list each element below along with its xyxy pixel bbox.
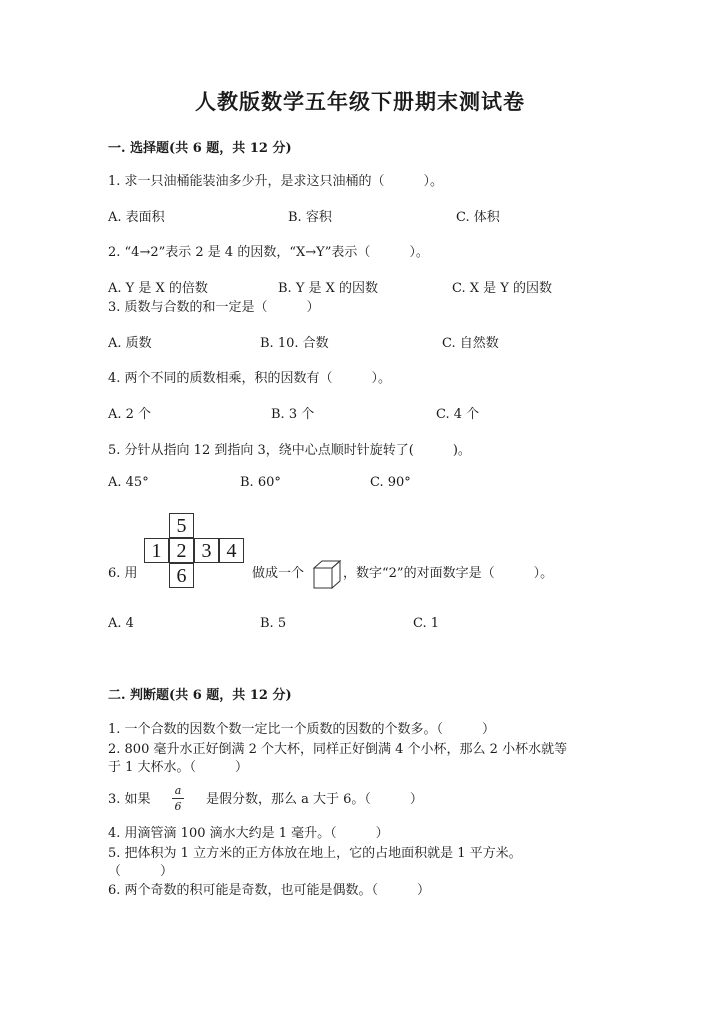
q1-option-b: B. 容积 bbox=[288, 210, 332, 225]
section-2-heading: 二. 判断题(共 6 题，共 12 分) bbox=[108, 688, 292, 703]
q3-option-c: C. 自然数 bbox=[442, 336, 499, 351]
page-title: 人教版数学五年级下册期末测试卷 bbox=[195, 89, 525, 114]
net-cell-1: 1 bbox=[144, 538, 169, 563]
question-6-middle: 做成一个 bbox=[252, 566, 305, 581]
fraction-numerator: a bbox=[174, 784, 182, 797]
question-4: 4. 两个不同的质数相乘，积的因数有（ ）。 bbox=[108, 371, 392, 386]
q5-option-c: C. 90° bbox=[370, 475, 411, 490]
cube-icon bbox=[312, 558, 342, 590]
question-2: 2. “4→2”表示 2 是 4 的因数，“X→Y”表示（ ）。 bbox=[108, 245, 429, 260]
fraction-denominator: 6 bbox=[174, 800, 182, 813]
q6-option-b: B. 5 bbox=[260, 616, 287, 631]
judgement-1: 1. 一个合数的因数个数一定比一个质数的因数的个数多。（ ） bbox=[108, 722, 496, 737]
judgement-5-line-1: 5. 把体积为 1 立方米的正方体放在地上，它的占地面积就是 1 平方米。 bbox=[108, 846, 522, 861]
net-cell-top: 5 bbox=[169, 513, 194, 538]
question-6-suffix: ，数字“2”的对面数字是（ ）。 bbox=[343, 566, 554, 581]
judgement-5-line-2: （ ） bbox=[108, 864, 174, 879]
q5-option-a: A. 45° bbox=[108, 475, 149, 490]
judgement-4: 4. 用滴管滴 100 滴水大约是 1 毫升。（ ） bbox=[108, 826, 389, 841]
question-1: 1. 求一只油桶能装油多少升，是求这只油桶的（ ）。 bbox=[108, 174, 444, 189]
judgement-2-line-1: 2. 800 毫升水正好倒满 2 个大杯，同样正好倒满 4 个小杯，那么 2 小杯水就等 bbox=[108, 742, 568, 757]
q6-option-c: C. 1 bbox=[413, 616, 440, 631]
q4-option-a: A. 2 个 bbox=[108, 407, 152, 422]
judgement-2-line-2: 于 1 大杯水。（ ） bbox=[108, 760, 249, 775]
net-cell-3: 3 bbox=[194, 538, 219, 563]
fraction-bar bbox=[172, 798, 184, 799]
question-6-prefix: 6. 用 bbox=[108, 566, 138, 581]
q3-option-a: A. 质数 bbox=[108, 336, 152, 351]
q6-option-a: A. 4 bbox=[108, 616, 134, 631]
fraction-a-over-6 bbox=[172, 784, 184, 813]
question-3: 3. 质数与合数的和一定是（ ） bbox=[108, 300, 320, 315]
judgement-6: 6. 两个奇数的积可能是奇数，也可能是偶数。（ ） bbox=[108, 883, 431, 898]
judgement-3-prefix: 3. 如果 bbox=[108, 792, 151, 807]
judgement-3-suffix: 是假分数，那么 a 大于 6。（ ） bbox=[206, 792, 423, 807]
net-cell-2: 2 bbox=[169, 538, 194, 563]
q1-option-a: A. 表面积 bbox=[108, 210, 165, 225]
q3-option-b: B. 10. 合数 bbox=[260, 336, 329, 351]
net-cell-4: 4 bbox=[219, 538, 244, 563]
q2-option-a: A. Y 是 X 的倍数 bbox=[108, 281, 208, 296]
q5-option-b: B. 60° bbox=[240, 475, 281, 490]
q1-option-c: C. 体积 bbox=[456, 210, 500, 225]
net-cell-bottom: 6 bbox=[169, 563, 194, 588]
q2-option-b: B. Y 是 X 的因数 bbox=[278, 281, 379, 296]
question-5: 5. 分针从指向 12 到指向 3，绕中心点顺时针旋转了( )。 bbox=[108, 443, 471, 458]
q2-option-c: C. X 是 Y 的因数 bbox=[452, 281, 552, 296]
q4-option-c: C. 4 个 bbox=[436, 407, 480, 422]
q4-option-b: B. 3 个 bbox=[271, 407, 315, 422]
section-1-heading: 一. 选择题(共 6 题，共 12 分) bbox=[108, 141, 292, 156]
